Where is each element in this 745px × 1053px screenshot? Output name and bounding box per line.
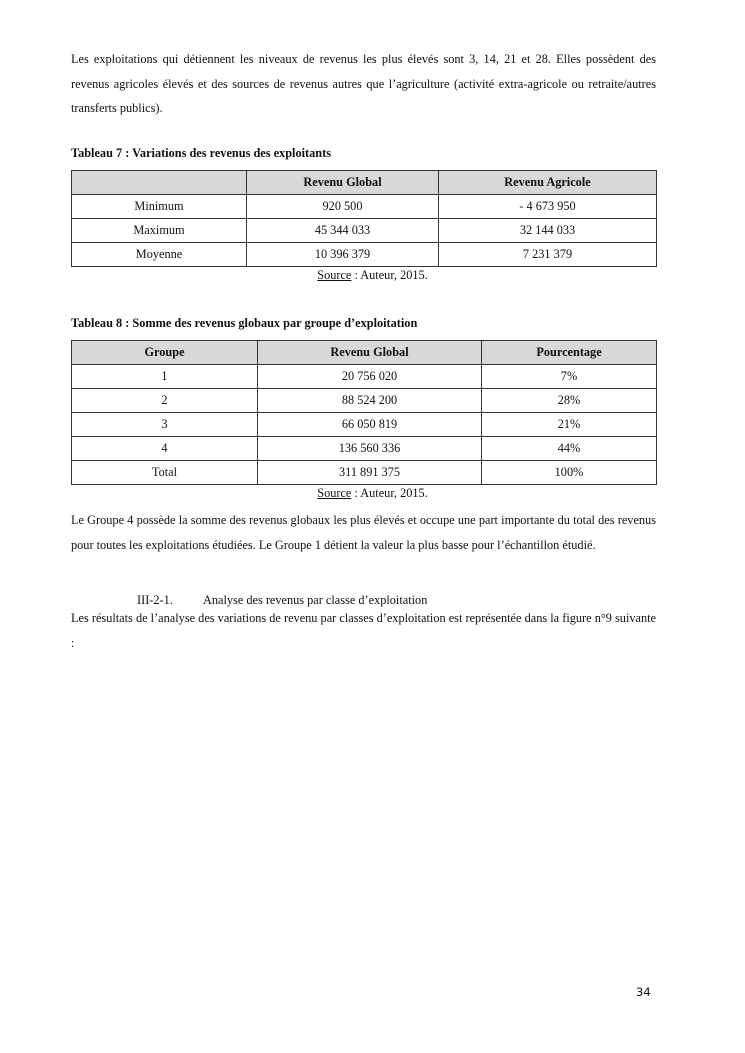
- section-title: Analyse des revenus par classe d’exploitation: [203, 593, 428, 607]
- table-cell: 3: [72, 413, 258, 437]
- table-header-row: [72, 341, 657, 365]
- intro-paragraph: Les exploitations qui détiennent les niveaux de revenus les plus élevés sont 3, 14, 21 et 28. Elles possèdent des revenus agricoles élevés et des sources de revenus autres que l’agriculture (activité extra-agricole ou retraite/autres transferts publics).: [71, 52, 656, 115]
- table-cell: 20 756 020: [258, 365, 482, 389]
- table8-source: [0, 486, 745, 501]
- table-cell: 311 891 375: [258, 461, 482, 485]
- section-number: III-2-1.: [137, 593, 173, 607]
- table-cell: 4: [72, 437, 258, 461]
- table-cell: 21%: [482, 413, 657, 437]
- group4-paragraph: Le Groupe 4 possède la somme des revenus globaux les plus élevés et occupe une part importante du total des revenus pour toutes les exploitations étudiées. Le Groupe 1 détient la valeur la plus basse pour l’échantillon étudié.: [71, 513, 656, 552]
- table-cell: 2: [72, 389, 258, 413]
- table-cell: Maximum: [72, 219, 247, 243]
- source-label: Source: [317, 486, 352, 500]
- table-row: [72, 437, 657, 461]
- table-row: [72, 243, 657, 267]
- table-cell: 7 231 379: [439, 243, 657, 267]
- table-header-row: [72, 171, 657, 195]
- table-cell: 920 500: [247, 195, 439, 219]
- table-cell: Moyenne: [72, 243, 247, 267]
- table-header-cell: Revenu Global: [247, 171, 439, 195]
- table-cell: 28%: [482, 389, 657, 413]
- table-header-cell: [72, 171, 247, 195]
- source-text: : Auteur, 2015.: [351, 486, 428, 500]
- table-row: [72, 389, 657, 413]
- table8-caption: Tableau 8 : Somme des revenus globaux par groupe d’exploitation: [71, 316, 418, 330]
- source-label: Source: [317, 268, 352, 282]
- table-row: [72, 365, 657, 389]
- page-number: 34: [636, 985, 651, 999]
- table-header-cell: Revenu Agricole: [439, 171, 657, 195]
- table-cell: Total: [72, 461, 258, 485]
- results-paragraph: Les résultats de l’analyse des variations de revenu par classes d’exploitation est représentée dans la figure n°9 suivante :: [71, 611, 656, 650]
- table-cell: 32 144 033: [439, 219, 657, 243]
- table-cell: Minimum: [72, 195, 247, 219]
- table-header-cell: Revenu Global: [258, 341, 482, 365]
- table-row: [72, 219, 657, 243]
- table-cell: 88 524 200: [258, 389, 482, 413]
- table-cell: 7%: [482, 365, 657, 389]
- table-header-cell: Pourcentage: [482, 341, 657, 365]
- table7: [71, 170, 657, 267]
- table-row: [72, 413, 657, 437]
- source-text: : Auteur, 2015.: [351, 268, 428, 282]
- table-cell: - 4 673 950: [439, 195, 657, 219]
- table-cell: 66 050 819: [258, 413, 482, 437]
- table-cell: 100%: [482, 461, 657, 485]
- table7-caption: Tableau 7 : Variations des revenus des exploitants: [71, 146, 331, 160]
- table-header-cell: Groupe: [72, 341, 258, 365]
- table-cell: 1: [72, 365, 258, 389]
- table-total-row: [72, 461, 657, 485]
- table-cell: 136 560 336: [258, 437, 482, 461]
- table8: [71, 340, 657, 485]
- table-cell: 45 344 033: [247, 219, 439, 243]
- table7-source: [0, 268, 745, 283]
- table-cell: 10 396 379: [247, 243, 439, 267]
- table-row: [72, 195, 657, 219]
- table-cell: 44%: [482, 437, 657, 461]
